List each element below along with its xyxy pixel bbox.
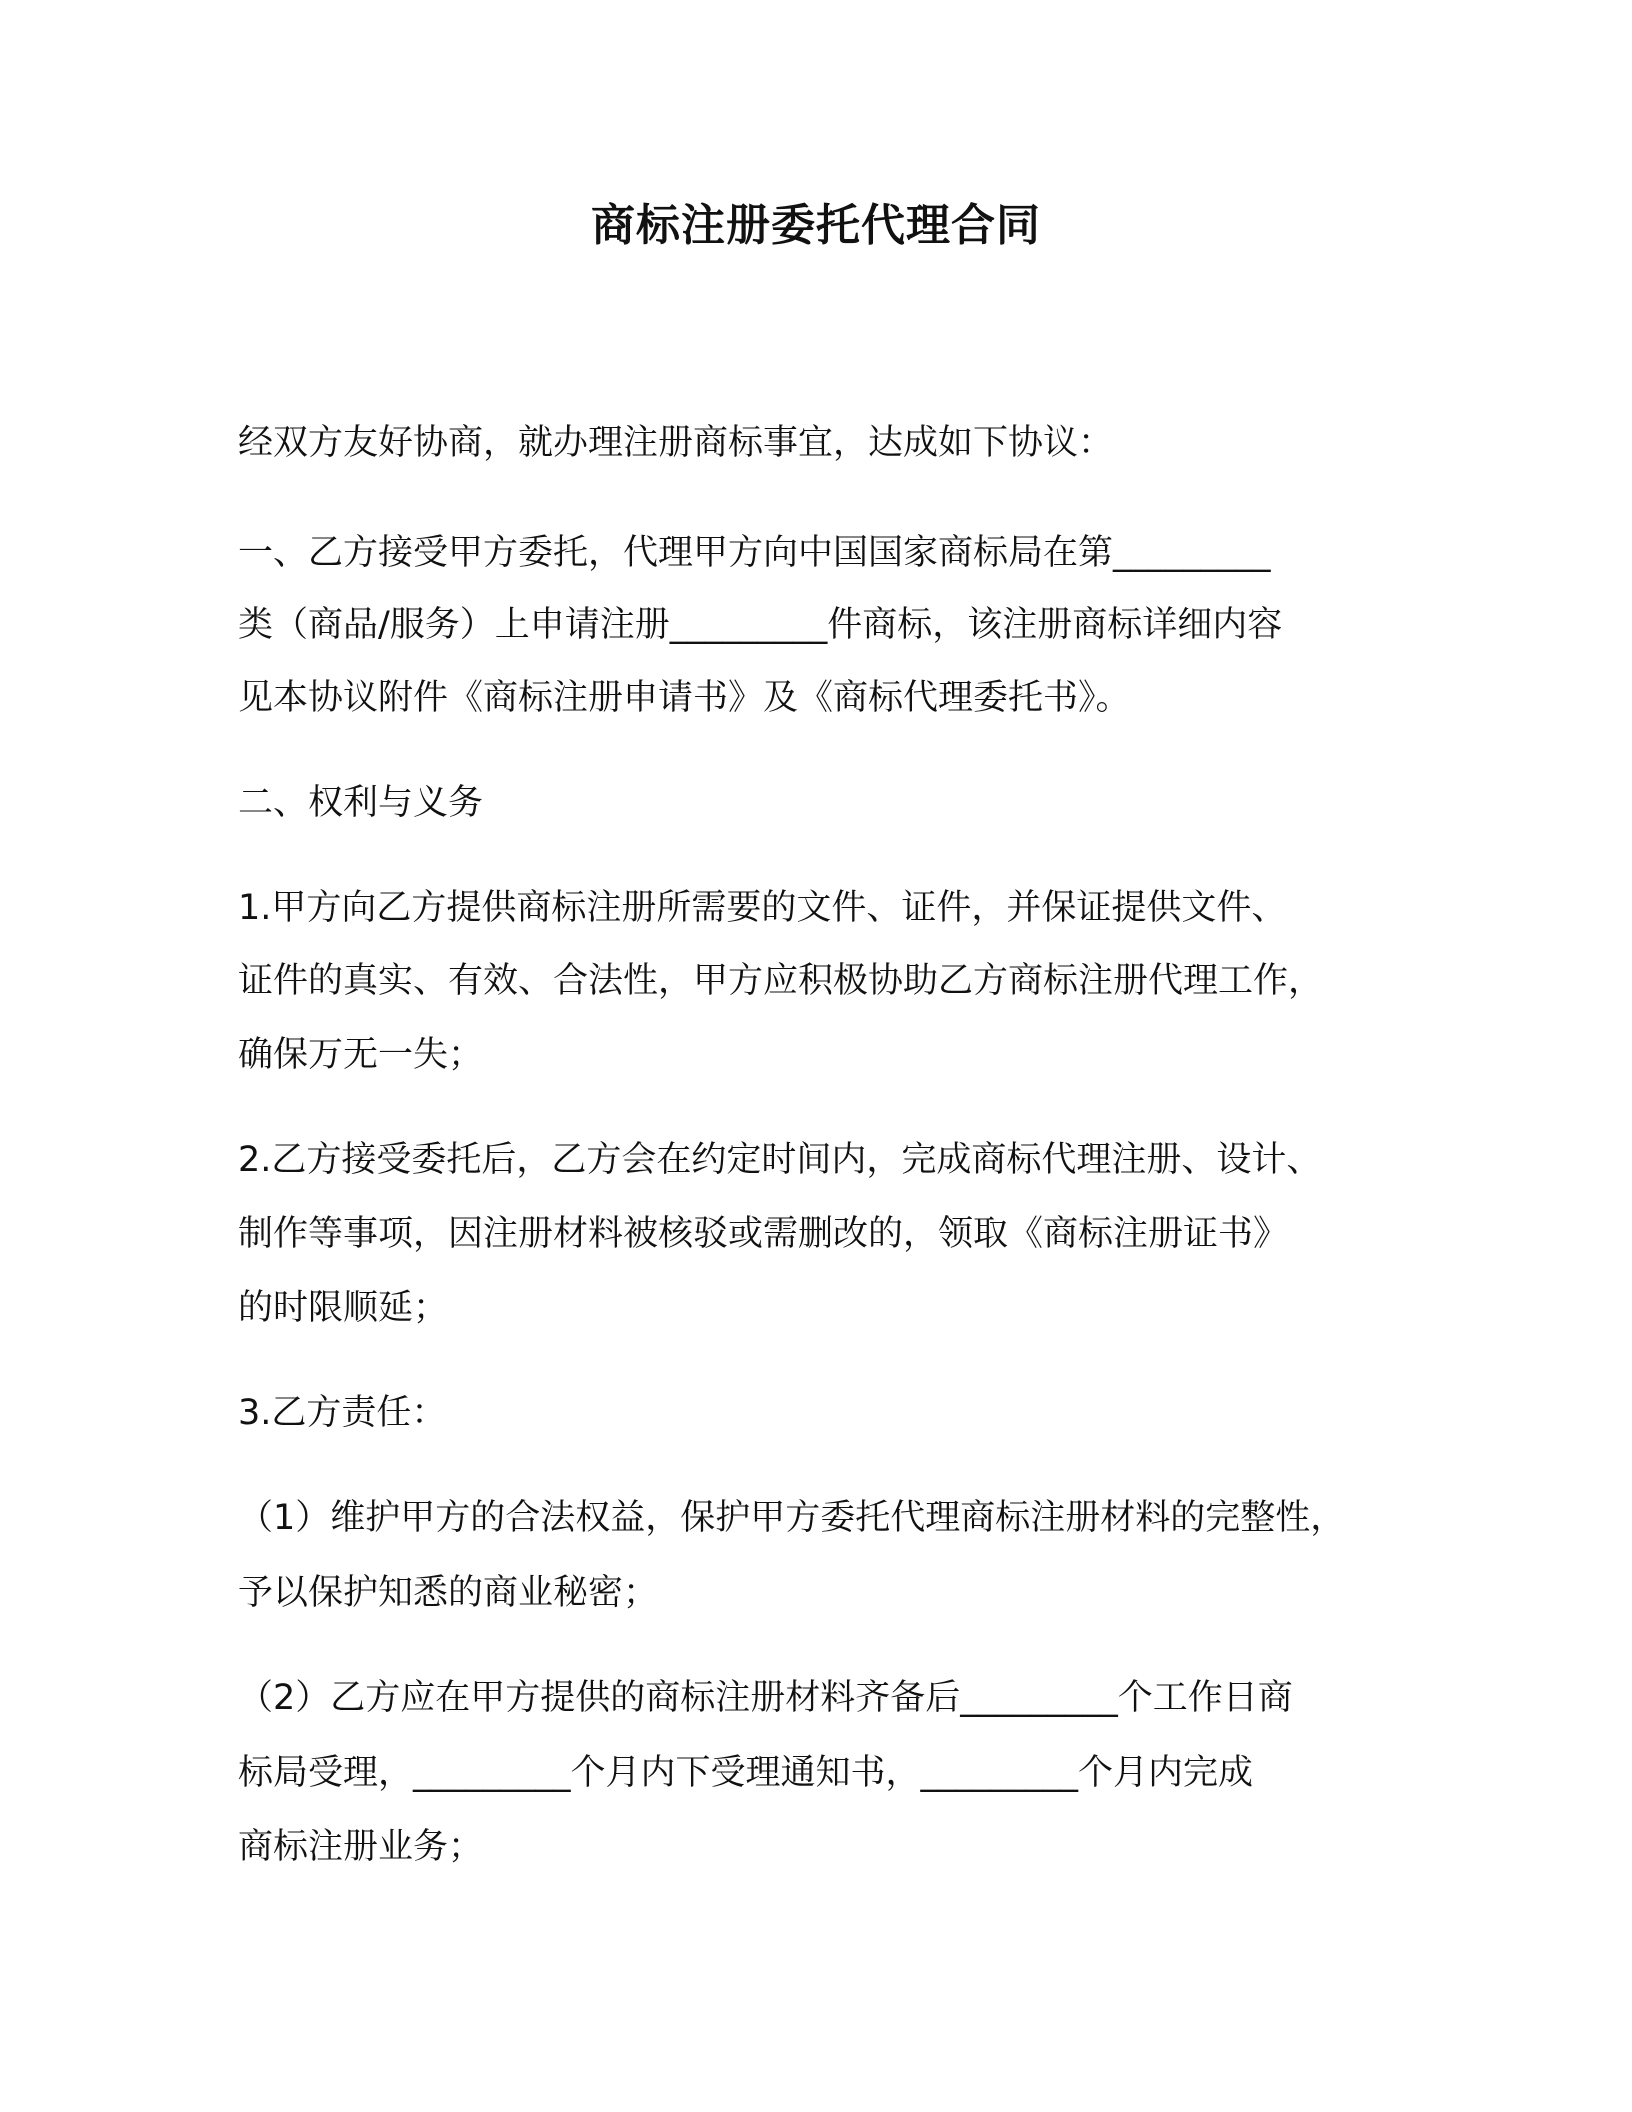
clause-1-line-1: 一、乙方接受甲方委托，代理甲方向中国国家商标局在第_________ (238, 533, 1271, 573)
subitem-2-line-2: 标局受理，_________个月内下受理通知书，_________个月内完成 (238, 1753, 1254, 1793)
section-heading-rights: 二、权利与义务 (238, 783, 484, 823)
clause-1-line-2: 类（商品/服务）上申请注册_________件商标，该注册商标详细内容 (238, 605, 1283, 645)
item-1-line-1: 1.甲方向乙方提供商标注册所需要的文件、证件，并保证提供文件、 (238, 888, 1287, 928)
intro-paragraph: 经双方友好协商，就办理注册商标事宜，达成如下协议： (238, 423, 1114, 463)
item-3-heading: 3.乙方责任： (238, 1393, 447, 1433)
subitem-2-line-3: 商标注册业务； (238, 1827, 484, 1867)
subitem-2-line-1: （2）乙方应在甲方提供的商标注册材料齐备后_________个工作日商 (238, 1678, 1293, 1718)
item-2-line-1: 2.乙方接受委托后，乙方会在约定时间内，完成商标代理注册、设计、 (238, 1140, 1322, 1180)
clause-1-line-3: 见本协议附件《商标注册申请书》及《商标代理委托书》。 (238, 678, 1131, 718)
subitem-1-line-1: （1）维护甲方的合法权益，保护甲方委托代理商标注册材料的完整性， (238, 1498, 1346, 1538)
item-1-line-2: 证件的真实、有效、合法性，甲方应积极协助乙方商标注册代理工作， (238, 961, 1324, 1001)
subitem-1-line-2: 予以保护知悉的商业秘密； (238, 1573, 659, 1613)
item-2-line-2: 制作等事项，因注册材料被核驳或需删改的，领取《商标注册证书》 (238, 1214, 1289, 1254)
item-2-line-3: 的时限顺延； (238, 1288, 449, 1328)
document-title: 商标注册委托代理合同 (591, 200, 1041, 251)
item-1-line-3: 确保万无一失； (238, 1035, 484, 1075)
